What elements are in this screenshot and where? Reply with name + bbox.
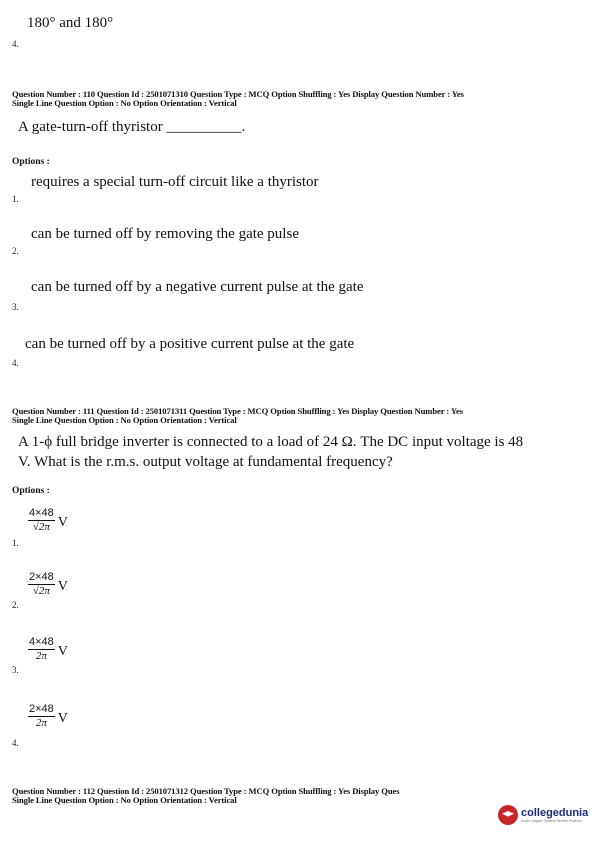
q110-option-4-number: 4.: [12, 358, 19, 368]
q111-option-2-unit: V: [57, 578, 68, 594]
q111-question-line1: A 1-ϕ full bridge inverter is connected to a load of 24 Ω. The DC input voltage is 48: [18, 434, 524, 450]
q111-meta-line1: Question Number : 111 Question Id : 2501071311 Question Type : MCQ Option Shuffling : Yes Display Question Number : Yes: [12, 406, 463, 416]
collegedunia-watermark: [498, 805, 588, 825]
q110-option-2-number: 2.: [12, 246, 19, 256]
previous-option-text: 180° and 180°: [27, 15, 114, 31]
q110-option-1-number: 1.: [12, 194, 19, 204]
q111-option-3-denominator: 2π: [35, 650, 47, 662]
q111-option-2-denominator: √2π: [32, 585, 50, 597]
q111-option-1-denominator: √2π: [32, 521, 50, 533]
q111-option-4-unit: V: [57, 710, 68, 726]
watermark-name: collegedunia: [521, 807, 589, 819]
q111-option-4-denominator: 2π: [35, 717, 47, 729]
q110-options-label: Options :: [12, 157, 50, 167]
q110-option-4-text: can be turned off by a positive current pulse at the gate: [25, 336, 355, 352]
q111-options-label: Options :: [12, 486, 50, 496]
q111-option-3-formula: [28, 636, 68, 663]
q111-option-1-formula: [28, 507, 68, 534]
q111-question-line2: V. What is the r.m.s. output voltage at fundamental frequency?: [18, 454, 393, 470]
q111-option-1-numerator: 4×48: [29, 507, 54, 519]
previous-option-number: 4.: [12, 39, 19, 49]
q111-option-1-unit: V: [57, 514, 68, 530]
q110-option-1-text: requires a special turn-off circuit like a thyristor: [31, 174, 319, 190]
q110-meta-line2: Single Line Question Option : No Option Orientation : Vertical: [12, 98, 237, 108]
watermark-tagline: India's largest Student Review Platform: [521, 819, 582, 823]
q111-option-4-numerator: 2×48: [29, 703, 54, 715]
q111-option-2-formula: [28, 571, 68, 598]
q112-meta-line1: Question Number : 112 Question Id : 2501071312 Question Type : MCQ Option Shuffling : Yes Display Ques: [12, 786, 400, 796]
q111-option-3-numerator: 4×48: [29, 636, 54, 648]
graduation-cap-icon: [498, 805, 518, 825]
q112-meta-line2: Single Line Question Option : No Option Orientation : Vertical: [12, 795, 237, 805]
q111-option-2-number: 2.: [12, 600, 19, 610]
q111-option-3-unit: V: [57, 643, 68, 659]
q111-meta-line2: Single Line Question Option : No Option Orientation : Vertical: [12, 415, 237, 425]
q111-option-2-numerator: 2×48: [29, 571, 54, 583]
q111-option-1-number: 1.: [12, 538, 19, 548]
q111-option-4-number: 4.: [12, 738, 19, 748]
q110-option-3-text: can be turned off by a negative current pulse at the gate: [31, 279, 364, 295]
q110-option-2-text: can be turned off by removing the gate pulse: [31, 226, 299, 242]
q110-option-3-number: 3.: [12, 302, 19, 312]
q110-meta-line1: Question Number : 110 Question Id : 2501071310 Question Type : MCQ Option Shuffling : Yes Display Question Number : Yes: [12, 89, 464, 99]
q110-question-text: A gate-turn-off thyristor __________.: [18, 119, 246, 135]
q111-option-3-number: 3.: [12, 665, 19, 675]
q111-option-4-formula: [28, 703, 68, 730]
